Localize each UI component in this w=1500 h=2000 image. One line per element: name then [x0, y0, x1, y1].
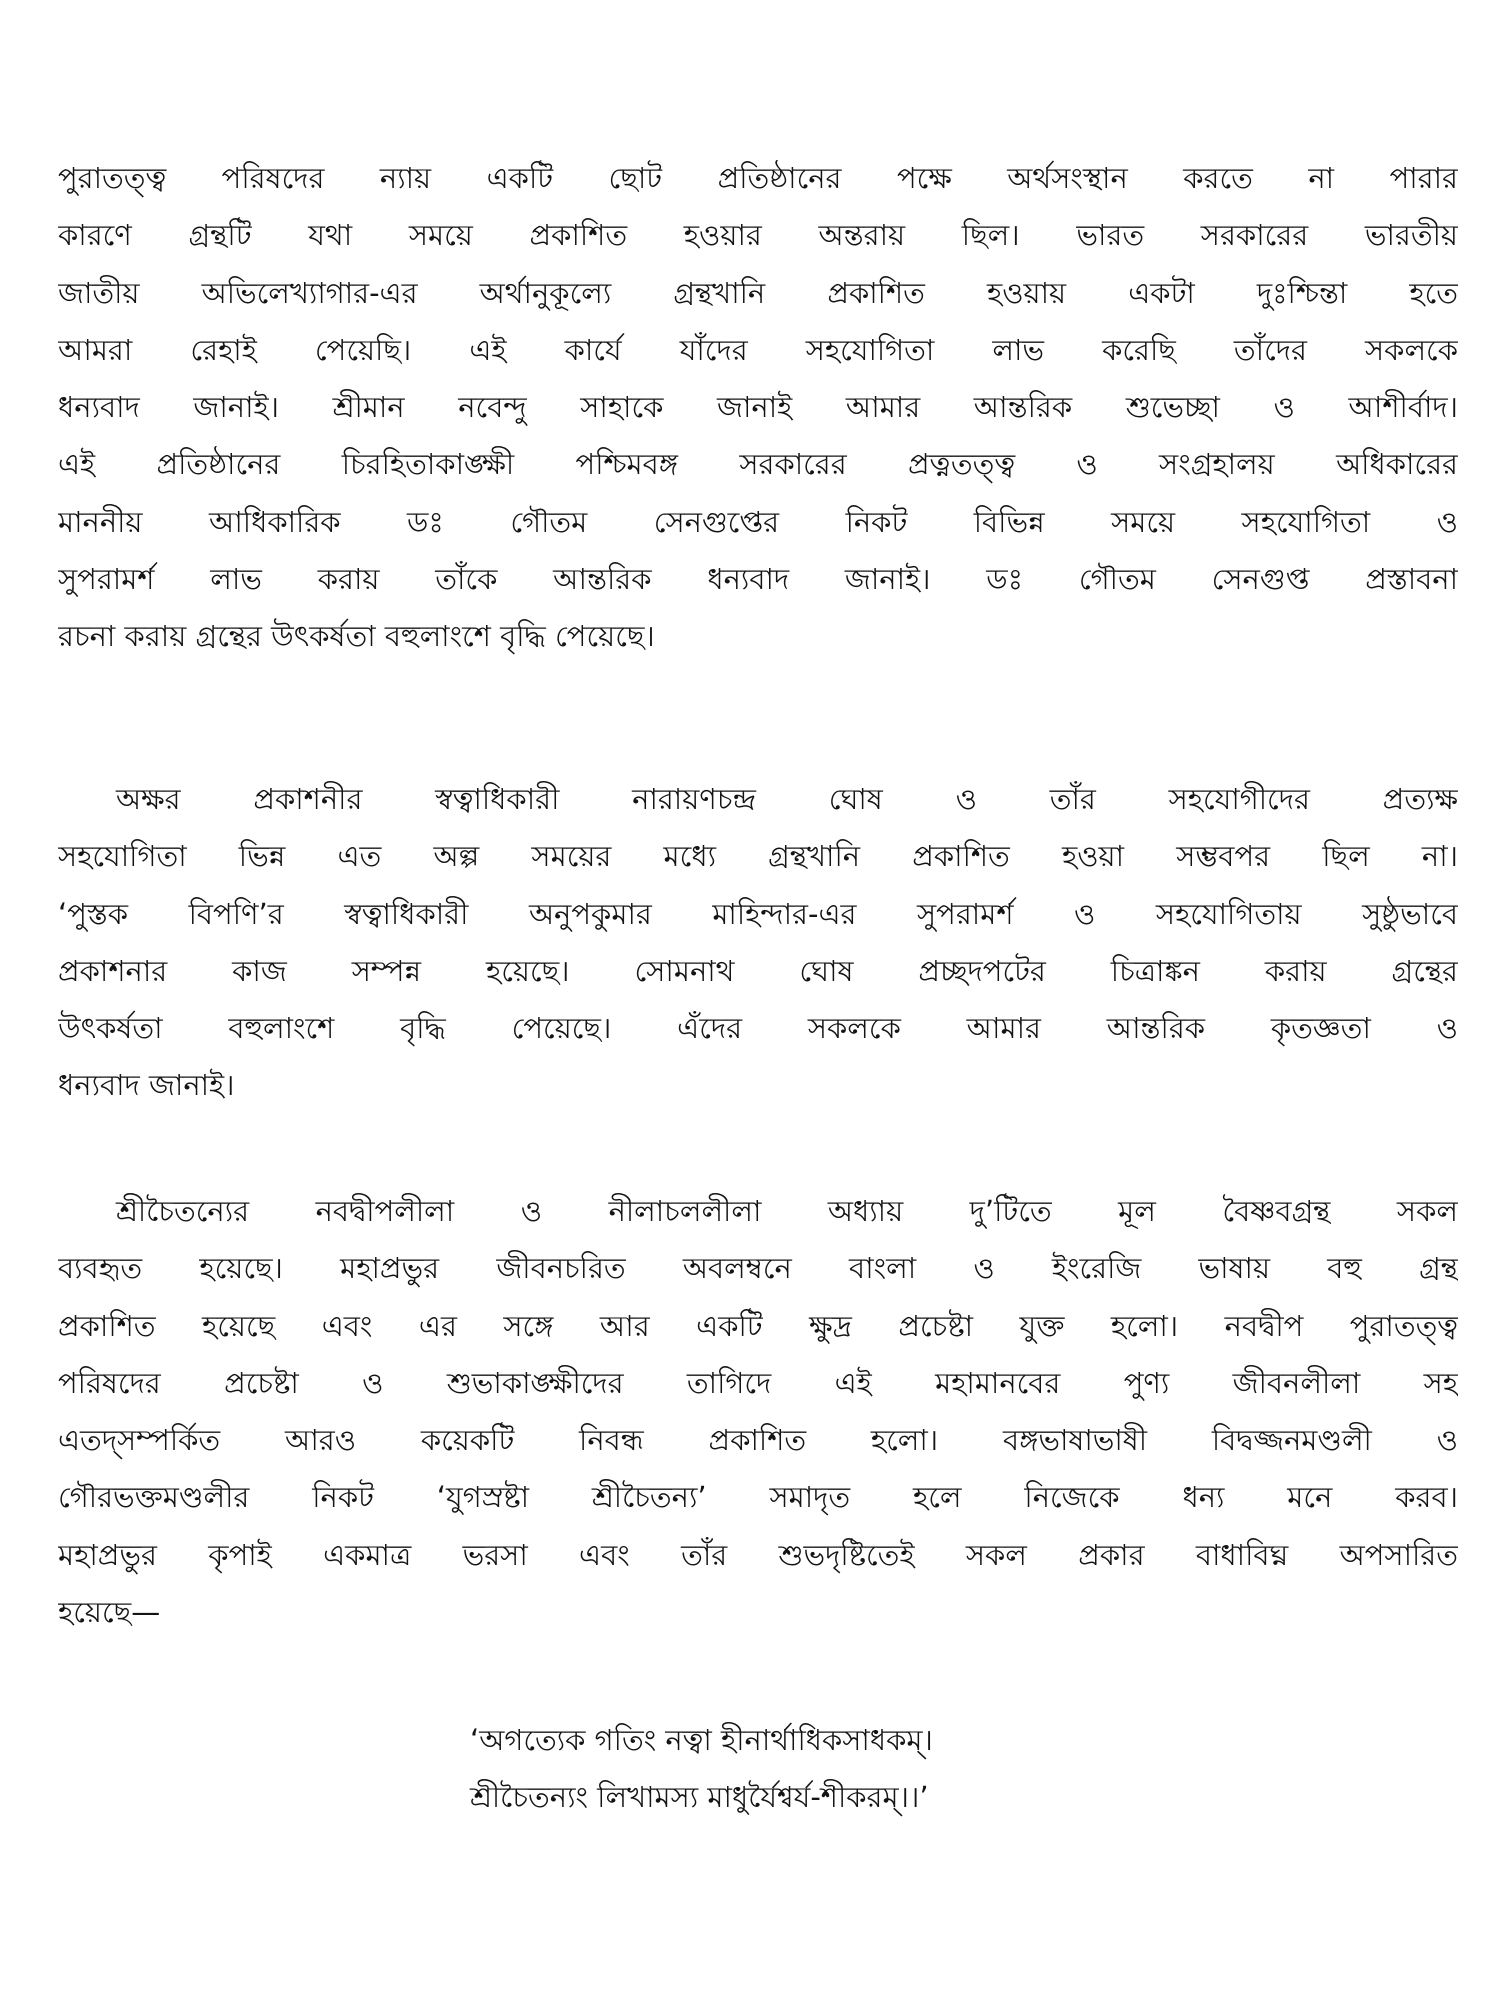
text-line: কারণে গ্রন্থটি যথা সময়ে প্রকাশিত হওয়ার অন্তরায় ছিল। ভারত সরকারের ভারতীয় [58, 218, 1458, 253]
text-line: ধন্যবাদ জানাই। [58, 1068, 235, 1103]
sanskrit-verse [470, 1712, 1270, 1826]
text-line: ব্যবহৃত হয়েছে। মহাপ্রভুর জীবনচরিত অবলম্বনে বাংলা ও ইংরেজি ভাষায় বহু গ্রন্থ [58, 1251, 1458, 1286]
text-line: হয়েছে— [58, 1595, 161, 1630]
text-line: উৎকর্ষতা বহুলাংশে বৃদ্ধি পেয়েছে। এঁদের সকলকে আমার আন্তরিক কৃতজ্ঞতা ও [58, 1011, 1458, 1046]
text-line: আমরা রেহাই পেয়েছি। এই কার্যে যাঁদের সহযোগিতা লাভ করেছি তাঁদের সকলকে [58, 332, 1458, 367]
text-line: ধন্যবাদ জানাই। শ্রীমান নবেন্দু সাহাকে জানাই আমার আন্তরিক শুভেচ্ছা ও আশীর্বাদ। [58, 390, 1458, 425]
text-line: শ্রীচৈতন্যের নবদ্বীপলীলা ও নীলাচললীলা অধ্যায় দু’টিতে মূল বৈষ্ণবগ্রন্থ সকল [116, 1194, 1458, 1228]
text-line: সুপরামর্শ লাভ করায় তাঁকে আন্তরিক ধন্যবাদ জানাই। ডঃ গৌতম সেনগুপ্ত প্রস্তাবনা [58, 562, 1458, 597]
text-line: প্রকাশিত হয়েছে এবং এর সঙ্গে আর একটি ক্ষুদ্র প্রচেষ্টা যুক্ত হলো। নবদ্বীপ পুরাতত্ত্ব [58, 1308, 1458, 1343]
text-line: গৌরভক্তমণ্ডলীর নিকট ‘যুগস্রষ্টা শ্রীচৈতন্য’ সমাদৃত হলে নিজেকে ধন্য মনে করব। [58, 1480, 1458, 1515]
paragraph-chaitanya-note [58, 1183, 1458, 1641]
paragraph-acknowledgement-council [58, 150, 1458, 666]
text-line: এতদ্সম্পর্কিত আরও কয়েকটি নিবন্ধ প্রকাশিত হলো। বঙ্গভাষাভাষী বিদ্বজ্জনমণ্ডলী ও [58, 1423, 1458, 1458]
text-line: অক্ষর প্রকাশনীর স্বত্বাধিকারী নারায়ণচন্দ্র ঘোষ ও তাঁর সহযোগীদের প্রত্যক্ষ [116, 782, 1458, 816]
text-line: সহযোগিতা ভিন্ন এত অল্প সময়ের মধ্যে গ্রন্থখানি প্রকাশিত হওয়া সম্ভবপর ছিল না। [58, 839, 1458, 874]
text-line: ‘পুস্তক বিপণি’র স্বত্বাধিকারী অনুপকুমার মাহিন্দার-এর সুপরামর্শ ও সহযোগিতায় সুষ্ঠুভাবে [58, 896, 1458, 931]
paragraph-acknowledgement-publisher [58, 771, 1458, 1115]
text-line: পরিষদের প্রচেষ্টা ও শুভাকাঙ্ক্ষীদের তাগিদে এই মহামানবের পুণ্য জীবনলীলা সহ [58, 1365, 1458, 1400]
text-line: প্রকাশনার কাজ সম্পন্ন হয়েছে। সোমনাথ ঘোষ প্রচ্ছদপটের চিত্রাঙ্কন করায় গ্রন্থের [58, 953, 1458, 988]
verse-line: ‘অগত্যেক গতিং নত্বা হীনার্থাধিকসাধকম্। [470, 1723, 933, 1757]
text-line: রচনা করায় গ্রন্থের উৎকর্ষতা বহুলাংশে বৃদ্ধি পেয়েছে। [58, 619, 655, 654]
verse-line: শ্রীচৈতন্যং লিখামস্য মাধুর্যৈশ্বর্য-শীকরম্।।’ [470, 1780, 929, 1814]
text-line: মহাপ্রভুর কৃপাই একমাত্র ভরসা এবং তাঁর শুভদৃষ্টিতেই সকল প্রকার বাধাবিঘ্ন অপসারিত [58, 1537, 1458, 1572]
text-line: পুরাতত্ত্ব পরিষদের ন্যায় একটি ছোট প্রতিষ্ঠানের পক্ষে অর্থসংস্থান করতে না পারার [58, 161, 1458, 195]
text-line: মাননীয় আধিকারিক ডঃ গৌতম সেনগুপ্তের নিকট বিভিন্ন সময়ে সহযোগিতা ও [58, 504, 1458, 539]
text-line: জাতীয় অভিলেখ্যাগার-এর অর্থানুকূল্যে গ্রন্থখানি প্রকাশিত হওয়ায় একটা দুঃশ্চিন্তা হতে [58, 275, 1458, 310]
text-line: এই প্রতিষ্ঠানের চিরহিতাকাঙ্ক্ষী পশ্চিমবঙ্গ সরকারের প্রত্নতত্ত্ব ও সংগ্রহালয় অধিকারের [58, 447, 1458, 482]
